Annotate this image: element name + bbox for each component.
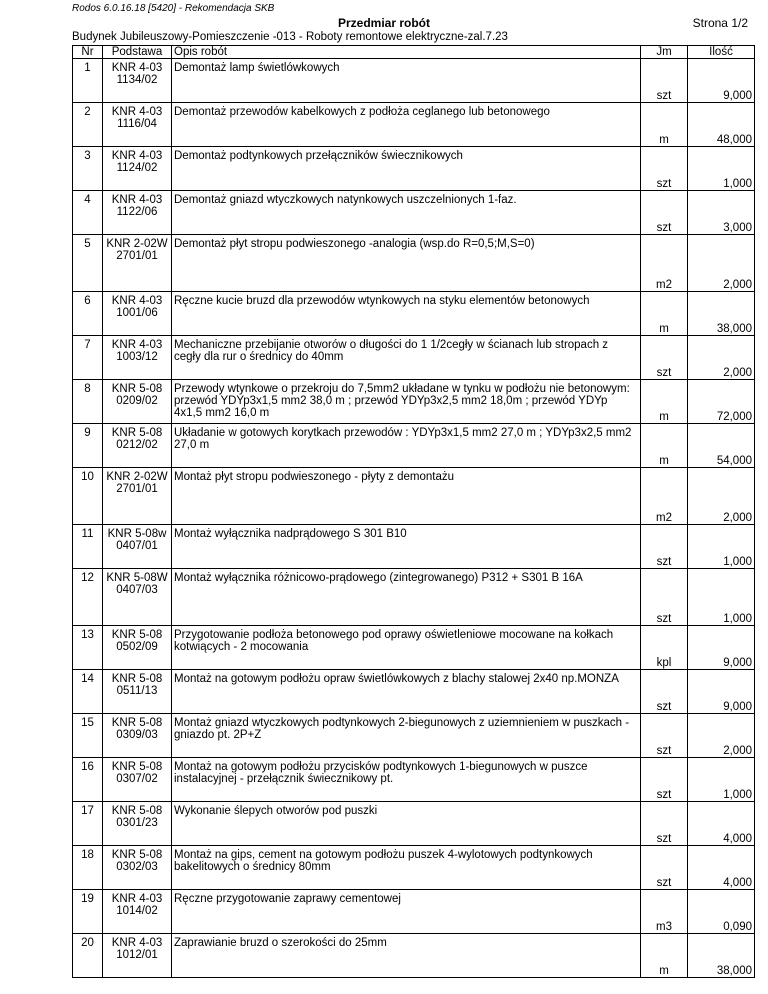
row-description: Demontaż płyt stropu podwieszonego -analogia (wsp.do R=0,5;M,S=0)	[172, 235, 641, 292]
row-basis: KNR 5-08 0209/02	[103, 380, 172, 424]
row-description: Zaprawianie bruzd o szerokości do 25mm	[172, 934, 641, 978]
row-quantity: 4,000	[688, 846, 755, 890]
table-row	[73, 934, 755, 978]
row-number: 7	[73, 336, 103, 380]
row-description: Ręczne przygotowanie zaprawy cementowej	[172, 890, 641, 934]
table-row	[73, 569, 755, 626]
row-number: 15	[73, 714, 103, 758]
row-number: 1	[73, 59, 103, 103]
table-row	[73, 714, 755, 758]
table-row	[73, 468, 755, 525]
row-unit: szt	[641, 714, 688, 758]
document-title: Przedmiar robót	[337, 16, 430, 30]
row-basis: KNR 2-02W 2701/01	[103, 235, 172, 292]
row-unit: szt	[641, 59, 688, 103]
row-description: Demontaż lamp świetlówkowych	[172, 59, 641, 103]
table-row	[73, 670, 755, 714]
table-row	[73, 424, 755, 468]
row-quantity: 1,000	[688, 147, 755, 191]
row-basis: KNR 4-03 1124/02	[103, 147, 172, 191]
row-description: Montaż wyłącznika różnicowo-prądowego (zintegrowanego) P312 + S301 B 16A	[172, 569, 641, 626]
table-row	[73, 147, 755, 191]
row-basis: KNR 4-03 1012/01	[103, 934, 172, 978]
row-number: 2	[73, 103, 103, 147]
row-description: Demontaż gniazd wtyczkowych natynkowych uszczelnionych 1-faz.	[172, 191, 641, 235]
row-unit: szt	[641, 147, 688, 191]
row-description: Przygotowanie podłoża betonowego pod oprawy oświetleniowe mocowane na kołkach kotwiących - 2 mocowania	[172, 626, 641, 670]
row-description: Demontaż przewodów kabelkowych z podłoża ceglanego lub betonowego	[172, 103, 641, 147]
software-version: Rodos 6.0.16.18 [5420] - Rekomendacja SKB	[72, 3, 275, 14]
row-basis: KNR 4-03 1116/04	[103, 103, 172, 147]
row-unit: m2	[641, 235, 688, 292]
row-quantity: 72,000	[688, 380, 755, 424]
row-number: 9	[73, 424, 103, 468]
row-description: Montaż płyt stropu podwieszonego - płyty z demontażu	[172, 468, 641, 525]
row-quantity: 2,000	[688, 714, 755, 758]
table-header-row	[73, 46, 755, 59]
row-number: 16	[73, 758, 103, 802]
row-unit: m2	[641, 468, 688, 525]
row-unit: m	[641, 292, 688, 336]
table-row	[73, 890, 755, 934]
row-number: 4	[73, 191, 103, 235]
row-basis: KNR 4-03 1003/12	[103, 336, 172, 380]
row-unit: kpl	[641, 626, 688, 670]
table-row	[73, 525, 755, 569]
row-number: 12	[73, 569, 103, 626]
row-description: Mechaniczne przebijanie otworów o długości do 1 1/2cegły w ścianach lub stropach z cegły dla rur o średnicy do 40mm	[172, 336, 641, 380]
table-row	[73, 292, 755, 336]
table-row	[73, 380, 755, 424]
row-quantity: 9,000	[688, 59, 755, 103]
row-number: 17	[73, 802, 103, 846]
row-basis: KNR 5-08 0301/23	[103, 802, 172, 846]
row-quantity: 54,000	[688, 424, 755, 468]
row-unit: m	[641, 380, 688, 424]
row-description: Demontaż podtynkowych przełączników świecznikowych	[172, 147, 641, 191]
row-description: Montaż wyłącznika nadprądowego S 301 B10	[172, 525, 641, 569]
column-header-podstawa: Podstawa	[103, 46, 172, 59]
row-basis: KNR 4-03 1134/02	[103, 59, 172, 103]
row-description: Montaż na gips, cement na gotowym podłożu puszek 4-wylotowych podtynkowych bakelitowych o średnicy 80mm	[172, 846, 641, 890]
row-basis: KNR 5-08w 0407/01	[103, 525, 172, 569]
row-number: 14	[73, 670, 103, 714]
row-unit: m	[641, 424, 688, 468]
row-number: 11	[73, 525, 103, 569]
row-quantity: 1,000	[688, 569, 755, 626]
table-row	[73, 235, 755, 292]
row-quantity: 0,090	[688, 890, 755, 934]
row-basis: KNR 5-08W 0407/03	[103, 569, 172, 626]
column-header-ilosc: Ilość	[688, 46, 755, 59]
row-number: 10	[73, 468, 103, 525]
row-quantity: 2,000	[688, 235, 755, 292]
row-quantity: 38,000	[688, 934, 755, 978]
row-basis: KNR 4-03 1014/02	[103, 890, 172, 934]
table-row	[73, 846, 755, 890]
row-quantity: 48,000	[688, 103, 755, 147]
row-quantity: 1,000	[688, 758, 755, 802]
row-unit: m	[641, 934, 688, 978]
row-number: 18	[73, 846, 103, 890]
document-subtitle: Budynek Jubileuszowy-Pomieszczenie -013 - Roboty remontowe elektryczne-zal.7.23	[72, 31, 508, 43]
row-unit: szt	[641, 525, 688, 569]
row-description: Montaż na gotowym podłożu opraw świetlówkowych z blachy stalowej 2x40 np.MONZA	[172, 670, 641, 714]
row-quantity: 4,000	[688, 802, 755, 846]
bill-of-quantities-table	[72, 45, 755, 978]
table-row	[73, 802, 755, 846]
row-basis: KNR 4-03 1122/06	[103, 191, 172, 235]
row-quantity: 2,000	[688, 468, 755, 525]
table-row	[73, 59, 755, 103]
row-description: Montaż gniazd wtyczkowych podtynkowych 2-biegunowych z uziemnieniem w puszkach - gniazdo pt. 2P+Z	[172, 714, 641, 758]
row-unit: szt	[641, 670, 688, 714]
column-header-nr: Nr	[73, 46, 103, 59]
row-quantity: 3,000	[688, 191, 755, 235]
row-basis: KNR 5-08 0302/03	[103, 846, 172, 890]
row-unit: szt	[641, 758, 688, 802]
row-unit: szt	[641, 802, 688, 846]
table-row	[73, 103, 755, 147]
row-unit: szt	[641, 336, 688, 380]
row-quantity: 2,000	[688, 336, 755, 380]
row-quantity: 9,000	[688, 626, 755, 670]
row-number: 6	[73, 292, 103, 336]
table-row	[73, 191, 755, 235]
table-row	[73, 336, 755, 380]
row-number: 20	[73, 934, 103, 978]
row-basis: KNR 5-08 0212/02	[103, 424, 172, 468]
row-unit: szt	[641, 569, 688, 626]
table-row	[73, 626, 755, 670]
row-description: Montaż na gotowym podłożu przycisków podtynkowych 1-biegunowych w puszce instalacyjnej - przełącznik świecznikowy pt.	[172, 758, 641, 802]
row-number: 13	[73, 626, 103, 670]
row-basis: KNR 5-08 0309/03	[103, 714, 172, 758]
row-basis: KNR 5-08 0502/09	[103, 626, 172, 670]
row-unit: szt	[641, 191, 688, 235]
row-unit: m3	[641, 890, 688, 934]
row-basis: KNR 5-08 0511/13	[103, 670, 172, 714]
row-unit: m	[641, 103, 688, 147]
row-basis: KNR 4-03 1001/06	[103, 292, 172, 336]
row-number: 19	[73, 890, 103, 934]
row-quantity: 9,000	[688, 670, 755, 714]
row-description: Ręczne kucie bruzd dla przewodów wtynkowych na styku elementów betonowych	[172, 292, 641, 336]
column-header-jm: Jm	[641, 46, 688, 59]
row-number: 5	[73, 235, 103, 292]
row-quantity: 38,000	[688, 292, 755, 336]
row-basis: KNR 5-08 0307/02	[103, 758, 172, 802]
row-quantity: 1,000	[688, 525, 755, 569]
row-unit: szt	[641, 846, 688, 890]
column-header-opis: Opis robót	[172, 46, 641, 59]
page-number: Strona 1/2	[692, 16, 748, 30]
row-description: Przewody wtynkowe o przekroju do 7,5mm2 układane w tynku w podłożu nie betonowym: przewód YDYp3x1,5 mm2 38,0 m ; przewód YDYp3x2,5 mm2 18,0m ; przewód YDYp 4x1,5 mm2 16,0 m	[172, 380, 641, 424]
table-row	[73, 758, 755, 802]
row-number: 8	[73, 380, 103, 424]
row-description: Wykonanie ślepych otworów pod puszki	[172, 802, 641, 846]
row-number: 3	[73, 147, 103, 191]
row-basis: KNR 2-02W 2701/01	[103, 468, 172, 525]
row-description: Układanie w gotowych korytkach przewodów : YDYp3x1,5 mm2 27,0 m ; YDYp3x2,5 mm2 27,0 m	[172, 424, 641, 468]
